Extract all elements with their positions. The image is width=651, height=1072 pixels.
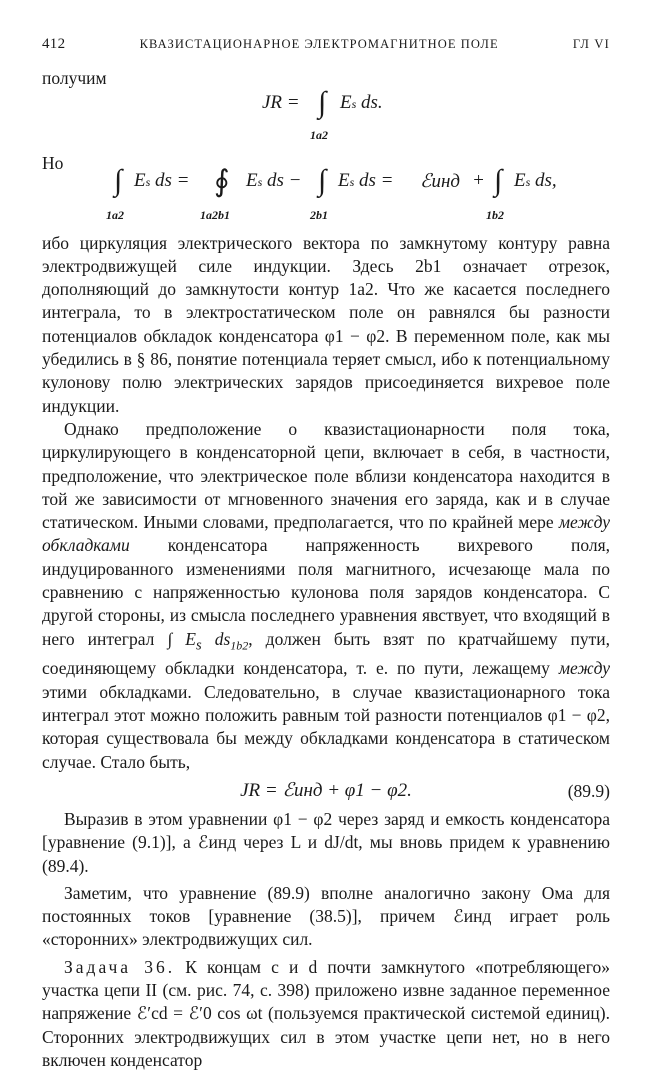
book-page xyxy=(42,36,610,1072)
emphasis-between-plates: между обкладками xyxy=(42,512,611,556)
eq2-term2: Es ds − xyxy=(246,169,302,191)
equation-number: (89.9) xyxy=(567,780,610,801)
eq2-plus: + xyxy=(472,169,485,191)
page-number: 412 xyxy=(42,36,66,52)
eq3-formula: JR = ℰинд + φ1 − φ2. xyxy=(240,779,412,801)
task-label: Задача 36. xyxy=(64,956,176,977)
integral-sign: ∫ xyxy=(318,86,327,120)
eq1-limit: 1a2 xyxy=(310,128,328,143)
paragraph-2: Однако предположение о квазистационарности поля тока, циркулирующего в конденсаторной цепи, включает в себя, в частности, предположение, что электрическое поле вблизи конденсатора находится в той же зависимости от мгновенного значения его заряда, как и в случае статическом. Иными словами, предполагается, что по крайней мере между обкладками конденсатора напряженность вихревого поля, индуцированного изменениями поля магнитного, исчезающе мала по сравнению с напряженностью кулонова поля зарядов конденсатора. С другой стороны, из смысла последнего уравнения явствует, что входящий в него интеграл ∫ $E_s$ $ds_{1b2}$, должен быть взят по кратчайшему пути, соединяющему обкладки конденсатора, т. е. по пути, лежащему между этими обкладками. Следовательно, в случае квазистационарного тока интеграл этот можно положить равным той разности потенциалов φ1 − φ2, которая существовала бы между обкладками конденсатора в статическом случае. Стало быть, xyxy=(42,418,611,772)
integral-sign: ∫ xyxy=(318,163,327,197)
running-title: КВАЗИСТАЦИОНАРНОЕ ЭЛЕКТРОМАГНИТНОЕ ПОЛЕ xyxy=(139,37,499,51)
eq2-term1: Es ds = xyxy=(134,169,190,191)
inline-integral: ∫ $E_s$ $ds_{1b2}$ xyxy=(167,628,249,654)
contour-integral-sign: ∮ xyxy=(214,164,230,198)
emphasis-between: между xyxy=(558,658,610,679)
eq2-limit-1: 1a2 xyxy=(106,207,124,222)
equation-1 xyxy=(42,86,610,152)
paragraph-4: Заметим, что уравнение (89.9) вполне аналогично закону Ома для постоянных токов [уравнение (38.5)], причем ℰинд играет роль «сторонних» электродвижущих сил. xyxy=(42,882,610,950)
text-obtain: получим xyxy=(42,68,107,88)
eq2-limit-2: 1a2b1 xyxy=(200,207,230,222)
eq2-term4: Es ds, xyxy=(514,169,557,191)
eq1-lhs: JR = xyxy=(262,92,300,114)
paragraph-1: ибо циркуляция электрического вектора по замкнутому контуру равна электродвижущей силе индукции. Здесь 2b1 означает отрезок, дополняющий до замкнутости контур 1a2. Что же касается последнего интеграла, то в электростатическом поле он равнялся бы разности потенциалов обкладок конденсатора φ1 − φ2. В переменном поле, как мы убедились в § 86, понятие потенциала теряет смысл, ибо к потенциальному кулонову полю электрических зарядов присоединяется вихревое поле индукции. xyxy=(42,232,610,416)
integral-sign: ∫ xyxy=(494,163,503,197)
chapter-label: ГЛ VI xyxy=(572,37,610,51)
eq2-limit-4: 1b2 xyxy=(486,207,504,222)
text-but: Но xyxy=(42,153,64,174)
eq1-rhs: Es ds. xyxy=(340,92,383,114)
paragraph-3: Выразив в этом уравнении φ1 − φ2 через заряд и емкость конденсатора [уравнение (9.1)], а ℰинд через L и dJ/dt, мы вновь придем к уравнению (89.4). xyxy=(42,808,610,876)
paragraph-5: Задача 36. К концам c и d почти замкнутого «потребляющего» участка цепи II (см. рис. 74, с. 398) приложено извне заданное переменное напряжение ℰ′cd = ℰ′0 cos ωt (пользуемся практической системой единиц). Сторонних электродвижущих сил в этом участке цепи нет, но в него включен конденсатор xyxy=(42,956,611,1070)
equation-89-9 xyxy=(42,774,610,808)
eq2-term3: Es ds = xyxy=(338,169,394,191)
integral-sign: ∫ xyxy=(114,163,123,197)
eq2-emf: ℰинд xyxy=(420,170,461,192)
running-header xyxy=(42,36,610,53)
eq2-limit-3: 2b1 xyxy=(310,207,328,222)
